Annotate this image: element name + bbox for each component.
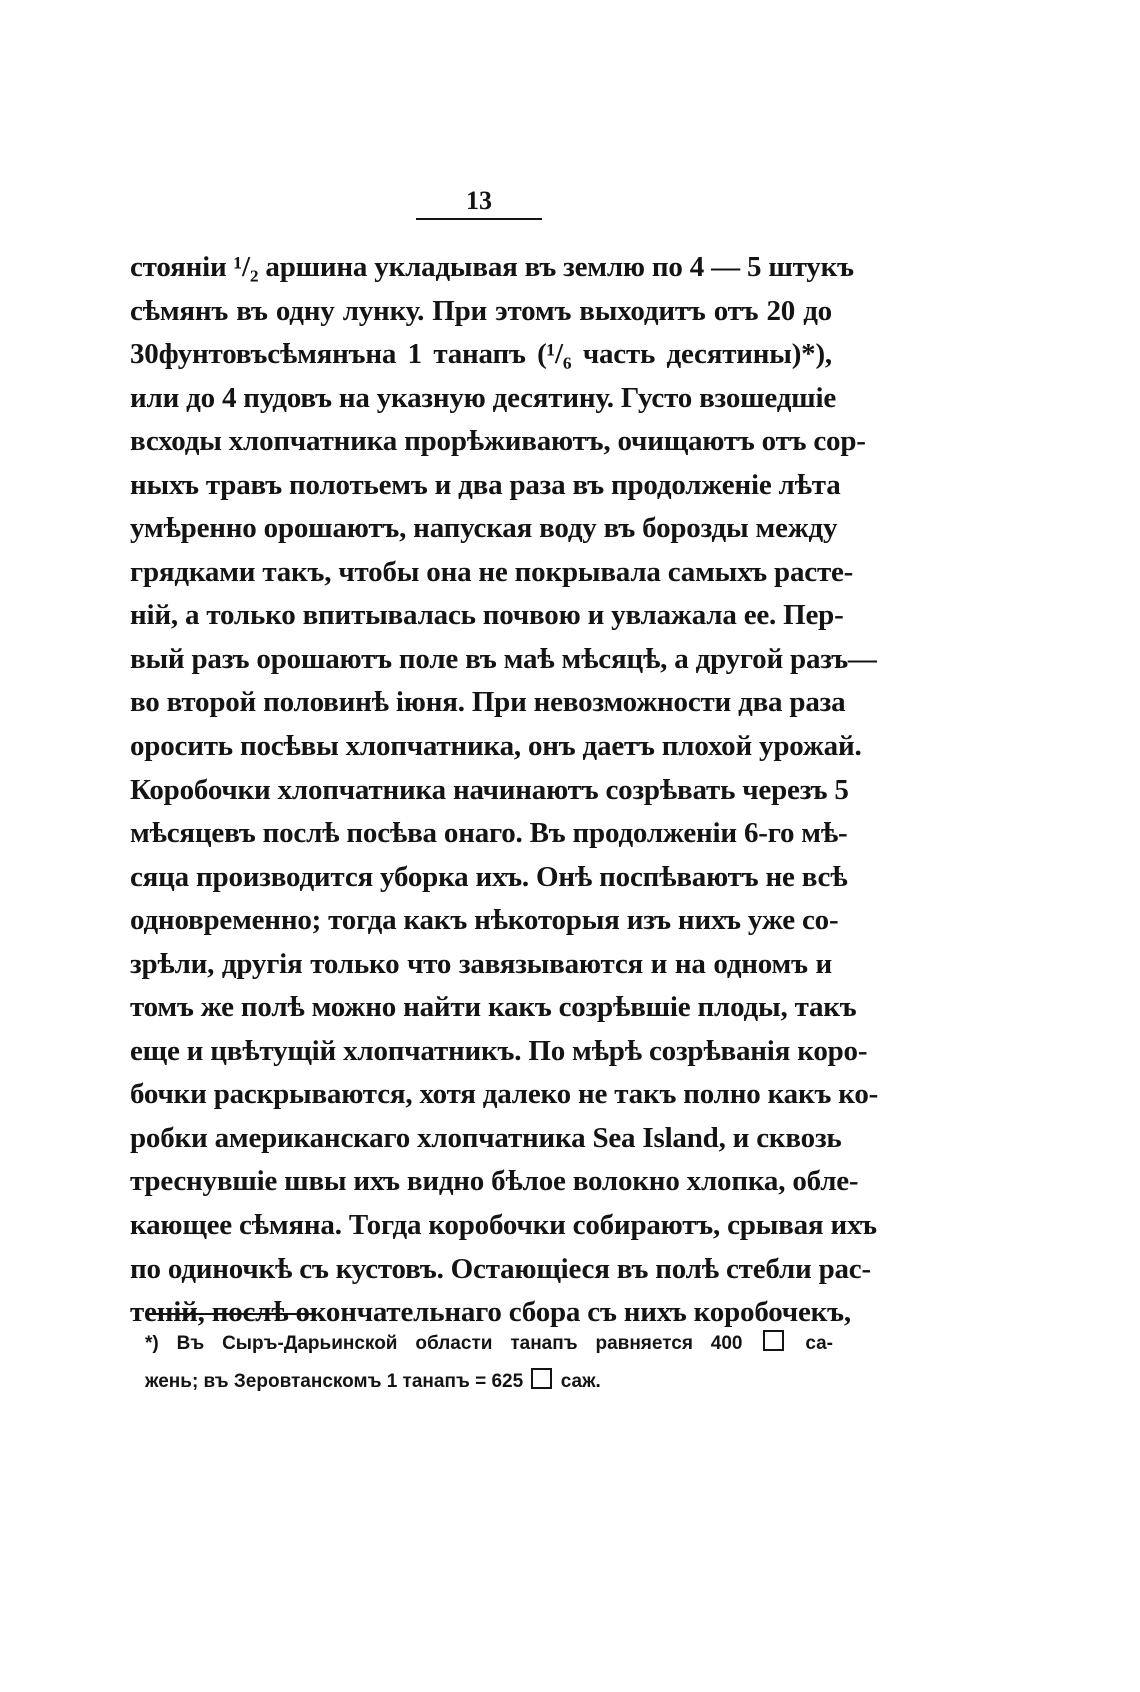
text-line: теній, послѣ окончательнаго сбора съ нихъ коробочекъ,	[130, 1296, 851, 1329]
footnote	[145, 1325, 833, 1401]
text-line: треснувшіе швы ихъ видно бѣлое волокно хлопка, обле-	[130, 1165, 859, 1198]
footnote-line-1-text: *) Въ Сыръ-Дарьинской области танапъ равняется 400	[145, 1333, 743, 1354]
text-line: грядками такъ, чтобы она не покрывала самыхъ расте-	[130, 555, 854, 588]
text-line: томъ же полѣ можно найти какъ созрѣвшіе плоды, такъ	[130, 991, 857, 1024]
text-line: во второй половинѣ іюня. При невозможности два раза	[130, 686, 846, 719]
footnote-line-2	[145, 1363, 833, 1401]
text-line: стояніи ¹/₂ аршина укладывая въ землю по 4 — 5 штукъ	[130, 251, 854, 283]
footnote-line-2-end: саж.	[560, 1371, 601, 1392]
footnote-line-1-end: са-	[805, 1333, 834, 1354]
body-text	[130, 246, 879, 1335]
text-line: мѣсяцевъ послѣ посѣва онаго. Въ продолженіи 6-го мѣ-	[130, 817, 848, 850]
text-line: одновременно; тогда какъ нѣкоторыя изъ нихъ уже со-	[130, 904, 839, 937]
text-line: умѣренно орошаютъ, напуская воду въ борозды между	[130, 512, 838, 545]
text-line: 30фунтовъсѣмянъна 1 танапъ (¹/₆ часть десятины)*),	[130, 338, 832, 371]
page-number: 13	[416, 186, 542, 220]
text-line: вый разъ орошаютъ поле въ маѣ мѣсяцѣ, а другой разъ—	[130, 642, 877, 675]
text-line: Коробочки хлопчатника начинаютъ созрѣвать черезъ 5	[130, 773, 849, 806]
text-line: ныхъ травъ полотьемъ и два раза въ продолженіе лѣта	[130, 468, 841, 501]
text-line: по одиночкѣ съ кустовъ. Остающіеся въ полѣ стебли рас-	[130, 1252, 871, 1285]
text-line: еще и цвѣтущій хлопчатникъ. По мѣрѣ созрѣванія коро-	[130, 1034, 868, 1067]
square-unit-icon	[531, 1368, 552, 1389]
text-line: оросить посѣвы хлопчатника, онъ даетъ плохой урожай.	[130, 730, 862, 763]
text-line: кающее сѣмяна. Тогда коробочки собираютъ, срывая ихъ	[130, 1209, 877, 1242]
footnote-line-1	[145, 1325, 833, 1363]
text-line: всходы хлопчатника прорѣживаютъ, очищаютъ отъ сор-	[130, 425, 866, 458]
text-line: бочки раскрываются, хотя далеко не такъ полно какъ ко-	[130, 1078, 879, 1111]
text-line: или до 4 пудовъ на указную десятину. Густо взошедшіе	[130, 381, 836, 414]
text-line: ній, а только впитывалась почвою и увлажала ее. Пер-	[130, 599, 844, 632]
text-line: сяца производится уборка ихъ. Онѣ поспѣваютъ не всѣ	[130, 860, 848, 893]
footnote-line-2-text: жень; въ Зеровтанскомъ 1 танапъ = 625	[145, 1371, 524, 1392]
text-line: сѣмянъ въ одну лунку. При этомъ выходитъ отъ 20 до	[130, 294, 832, 327]
footnote-rule	[146, 1313, 316, 1315]
text-line: зрѣли, другія только что завязываются и на одномъ и	[130, 947, 832, 980]
text-line: робки американскаго хлопчатника Sea Island, и сквозь	[130, 1121, 842, 1154]
square-unit-icon	[763, 1330, 784, 1351]
